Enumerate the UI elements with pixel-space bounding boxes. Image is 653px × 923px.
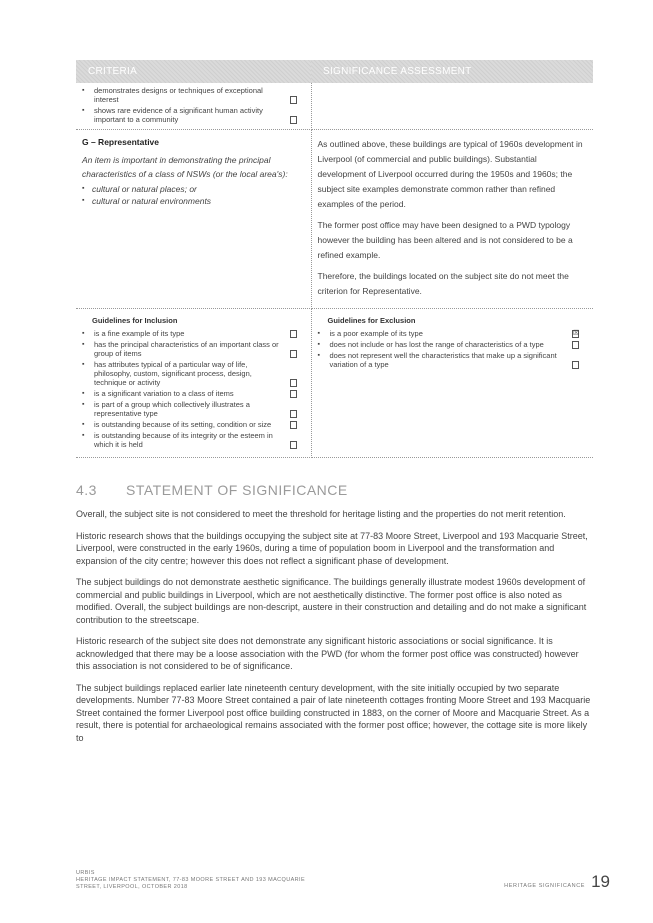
page-number: 19 xyxy=(591,872,610,891)
footer xyxy=(76,870,305,891)
exclusion-list xyxy=(318,329,588,369)
section-title: STATEMENT OF SIGNIFICANCE xyxy=(126,482,348,498)
checkbox[interactable] xyxy=(290,390,297,398)
list-item: ▪ shows rare evidence of a significant human activity important to a community xyxy=(82,106,305,124)
section-heading xyxy=(76,482,593,498)
footer-document-2: STREET, LIVERPOOL, OCTOBER 2018 xyxy=(76,884,188,890)
exclusion-title: Guidelines for Exclusion xyxy=(327,316,416,325)
body-paragraph: The subject buildings do not demonstrate aesthetic significance. The buildings generally illustrate modest 1960s development of commercial and public buildings in Liverpool, which are not aesthetically distinctive. The former post office is also noted as modified. Overall, the subject buildings are non-descript, austere in their construction and detailing and do not make a significant contribution to the streetscape. xyxy=(76,577,587,625)
assessment-paragraph: As outlined above, these buildings are typical of 1960s development in Liverpool (of commercial and public buildings). Substantial development of Liverpool occurred during the 1950s and 1960s; the subject site examples demonstrate common rather than refined examples of the period. xyxy=(317,139,583,209)
body-paragraph: Historic research shows that the buildings occupying the subject site at 77-83 Moore Street, Liverpool and 193 Macquarie Street, Liverpool, were constructed in the early 1960s, during a time of population boom in Liverpool and the transformation and expansion of the city centre; however this does not reflect a significant phase of development. xyxy=(76,530,588,566)
top-guideline-list xyxy=(82,86,305,124)
assessment-text xyxy=(311,130,593,309)
criteria-header: CRITERIA xyxy=(76,60,311,83)
list-item: ▪ does not include or has lost the range of characteristics of a type xyxy=(318,340,588,349)
assessment-paragraph: Therefore, the buildings located on the subject site do not meet the criterion for Representative. xyxy=(317,271,569,296)
checkbox[interactable] xyxy=(290,330,297,338)
list-item: ▪ cultural or natural environments xyxy=(82,195,305,207)
body-paragraph: Overall, the subject site is not considered to meet the threshold for heritage listing and the properties do not merit retention. xyxy=(76,509,566,519)
list-item: ▪ is a poor example of its type ☒ xyxy=(318,329,588,338)
body-paragraph: The subject buildings replaced earlier late nineteenth century development, with the site initially occupied by two separate developments. Number 77-83 Moore Street contained a pair of late nineteenth cottages fronting Moore Street and 193 Macquarie Street contained the former Liverpool post office building constructed in 1883, on the corner of Moore and Macquarie Street. As a result, there is potential for archaeological remains associated with the former post office; however, the cottage site is more likely to xyxy=(76,682,591,743)
footer-section-label: HERITAGE SIGNIFICANCE xyxy=(504,883,586,889)
checkbox[interactable] xyxy=(290,421,297,429)
criteria-table xyxy=(76,60,593,458)
checkbox[interactable] xyxy=(572,341,579,349)
checked-checkbox[interactable]: ☒ xyxy=(573,330,580,337)
inclusion-title: Guidelines for Inclusion xyxy=(92,316,178,325)
list-item: ▪ does not represent well the characteristics that make up a significant variation of a type xyxy=(318,351,588,369)
list-item: ▪ demonstrates designs or techniques of exceptional interest xyxy=(82,86,305,104)
criterion-title: G – Representative xyxy=(82,137,160,147)
checkbox[interactable] xyxy=(290,96,297,104)
list-item: ▪ cultural or natural places; or xyxy=(82,183,305,195)
footer-company: URBIS xyxy=(76,870,95,876)
checkbox[interactable] xyxy=(290,441,297,449)
checkbox[interactable] xyxy=(290,350,297,358)
list-item: ▪ has the principal characteristics of an important class or group of items xyxy=(82,340,305,358)
footer-page xyxy=(504,872,610,892)
list-item: ▪ is outstanding because of its setting, condition or size xyxy=(82,420,305,429)
list-item: ▪ has attributes typical of a particular way of life, philosophy, custom, significant process, design, technique or activity xyxy=(82,360,305,387)
inclusion-list xyxy=(82,329,305,449)
list-item: ▪ is a significant variation to a class of items xyxy=(82,389,305,398)
checkbox[interactable] xyxy=(290,116,297,124)
assessment-header: SIGNIFICANCE ASSESSMENT xyxy=(311,60,593,83)
assessment-paragraph: The former post office may have been designed to a PWD typology however the building has been altered and is not considered to be a refined example. xyxy=(317,220,573,260)
criterion-definition: An item is important in demonstrating the principal characteristics of a class of NSWs (or the local area's): xyxy=(82,155,288,179)
checkbox[interactable] xyxy=(290,379,297,387)
list-item: ▪ is outstanding because of its integrity or the esteem in which it is held xyxy=(82,431,305,449)
list-item: ▪ is part of a group which collectively illustrates a representative type xyxy=(82,400,305,418)
body-paragraph: Historic research of the subject site does not demonstrate any significant historic associations or social significance. It is acknowledged that there may be a loose association with the PWD (for whom the former post office was constructed) however this association is not considered to be of significance. xyxy=(76,636,579,671)
list-item: ▪ is a fine example of its type xyxy=(82,329,305,338)
page-content xyxy=(76,60,593,753)
criterion-items xyxy=(82,183,305,207)
section-number: 4.3 xyxy=(76,482,97,498)
footer-document: HERITAGE IMPACT STATEMENT, 77-83 MOORE STREET AND 193 MACQUARIE xyxy=(76,877,306,883)
checkbox[interactable] xyxy=(290,410,297,418)
checkbox[interactable] xyxy=(572,361,579,369)
